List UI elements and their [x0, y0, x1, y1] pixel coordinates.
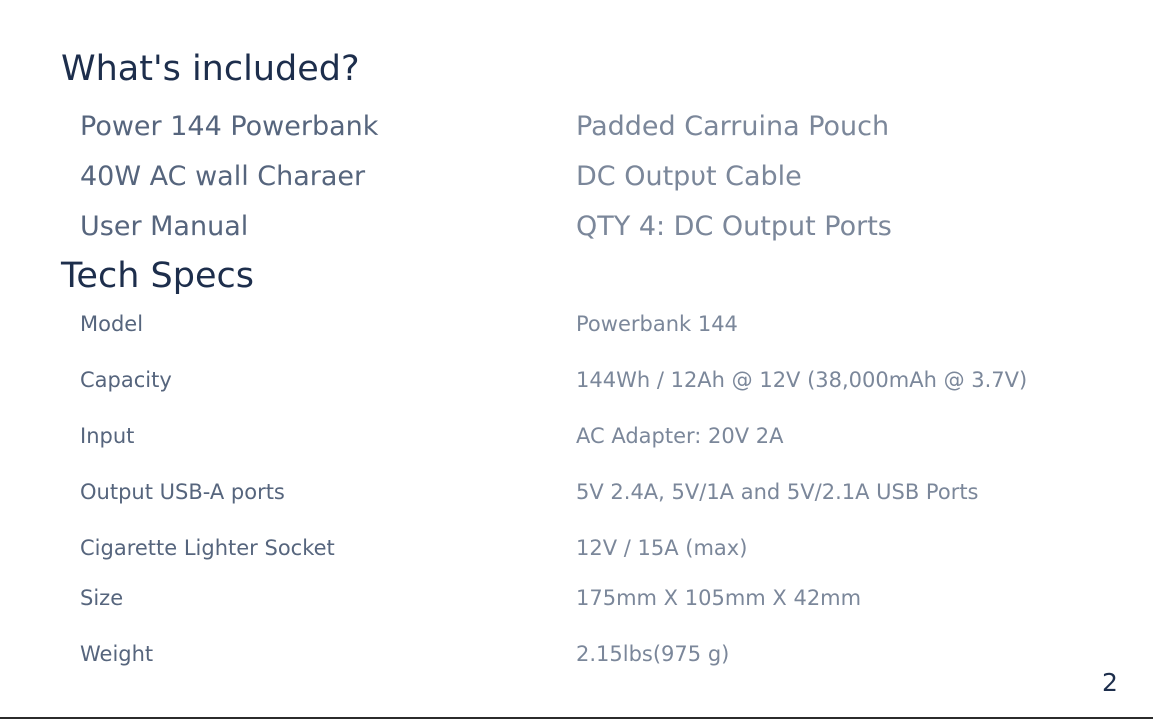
spec-label-capacity: Capacity — [80, 368, 172, 392]
spec-value-cigarette-socket: 12V / 15A (max) — [576, 536, 748, 560]
spec-label-weight: Weight — [80, 642, 154, 666]
spec-value-model: Powerbank 144 — [576, 312, 738, 336]
included-item: 40W AC wall Charaer — [80, 161, 366, 192]
included-item: User Manual — [80, 211, 249, 242]
spec-label-output-usb: Output USB-A ports — [80, 480, 285, 504]
section-heading-tech-specs: Tech Specs — [61, 256, 254, 296]
included-item: DC Outpυt Cable — [576, 161, 802, 192]
spec-value-output-usb: 5V 2.4A, 5V/1A and 5V/2.1A USB Ports — [576, 480, 979, 504]
included-item: Padded Carruina Pouch — [576, 111, 890, 142]
spec-label-model: Model — [80, 312, 144, 336]
spec-label-input: Input — [80, 424, 135, 448]
included-item: QTY 4: DC Output Ports — [576, 211, 892, 242]
included-item: Power 144 Powerbank — [80, 111, 379, 142]
spec-value-size: 175mm X 105mm X 42mm — [576, 586, 862, 610]
spec-value-weight: 2.15lbs(975 g) — [576, 642, 730, 666]
page-number: 2 — [1102, 668, 1118, 697]
spec-value-input: AC Adapter: 20V 2A — [576, 424, 784, 448]
section-heading-whats-included: What's included? — [61, 49, 360, 89]
spec-value-capacity: 144Wh / 12Ah @ 12V (38,000mAh @ 3.7V) — [576, 368, 1028, 392]
spec-label-cigarette-socket: Cigarette Lighter Socket — [80, 536, 335, 560]
bottom-divider — [0, 717, 1153, 719]
spec-label-size: Size — [80, 586, 124, 610]
